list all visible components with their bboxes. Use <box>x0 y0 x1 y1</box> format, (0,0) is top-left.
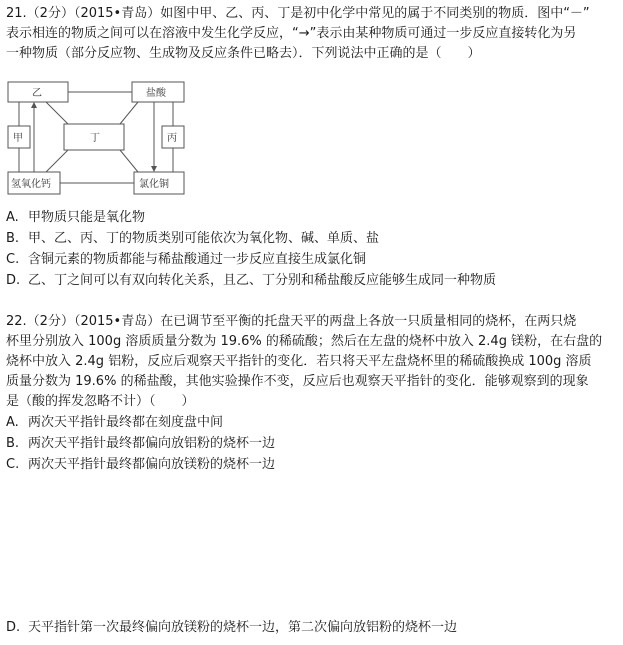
line-qingyanghuagai-ding <box>46 150 68 172</box>
q21-option-a[interactable]: A. 甲物质只能是氧化物 <box>6 210 146 225</box>
q21-reaction-diagram <box>6 78 186 200</box>
q22-option-d[interactable]: D. 天平指针第一次最终偏向放镁粉的烧杯一边，第二次偏向放铝粉的烧杯一边 <box>6 620 458 635</box>
q22-stem-line2: 杯里分别放入 100g 溶质质量分数为 19.6% 的稀硫酸；然后在左盘的烧杯中放入 2.4g 镁粉，在右盘的 <box>6 334 603 349</box>
label-jia: 甲 <box>13 133 23 144</box>
q21-option-c[interactable]: C. 含铜元素的物质都能与稀盐酸通过一步反应直接生成氯化铜 <box>6 252 367 267</box>
q21-stem-line2: 表示相连的物质之间可以在溶液中发生化学反应，“→”表示由某种物质可通过一步反应直接转化为另 <box>6 26 577 41</box>
q22-option-a[interactable]: A. 两次天平指针最终都在刻度盘中间 <box>6 415 224 430</box>
label-ding: 丁 <box>90 133 100 144</box>
q22-stem-line3: 烧杯中放入 2.4g 铝粉，反应后观察天平指针的变化．若只将天平左盘烧杯里的稀硫酸换成 100g 溶质 <box>6 354 592 369</box>
q21-stem-line1: 21.（2分）（2015•青岛）如图中甲、乙、丙、丁是初中化学中常见的属于不同类别的物质．图中“－” <box>6 6 590 21</box>
q21-option-d[interactable]: D. 乙、丁之间可以有双向转化关系，且乙、丁分别和稀盐酸反应能够生成同一种物质 <box>6 273 497 288</box>
q22-stem-line1: 22.（2分）（2015•青岛）在已调节至平衡的托盘天平的两盘上各放一只质量相同的烧杯，在两只烧 <box>6 314 577 329</box>
label-yansuan: 盐酸 <box>146 88 166 99</box>
line-yi-ding <box>46 102 68 124</box>
q22-option-b[interactable]: B. 两次天平指针最终都偏向放铝粉的烧杯一边 <box>6 436 276 451</box>
q22-option-c[interactable]: C. 两次天平指针最终都偏向放镁粉的烧杯一边 <box>6 457 276 472</box>
q22-stem-line5: 是（酸的挥发忽略不计）（ ） <box>6 394 195 409</box>
q21-option-b[interactable]: B. 甲、乙、丙、丁的物质类别可能依次为氧化物、碱、单质、盐 <box>6 231 380 246</box>
line-lvhuatong-ding <box>120 150 138 172</box>
arrow-head <box>151 166 157 172</box>
label-bing: 丙 <box>167 133 177 144</box>
label-qingyanghuagai: 氢氧化钙 <box>11 179 51 190</box>
line-yansuan-ding <box>120 102 138 124</box>
arrow-head <box>31 102 37 108</box>
label-yi: 乙 <box>32 88 42 99</box>
q21-stem-line3: 一种物质（部分反应物、生成物及反应条件已略去）．下列说法中正确的是（ ） <box>6 46 481 61</box>
label-lvhuatong: 氯化铜 <box>139 179 169 190</box>
q22-stem-line4: 质量分数为 19.6% 的稀盐酸，其他实验操作不变，反应后也观察天平指针的变化．能够观察到的现象 <box>6 374 589 389</box>
